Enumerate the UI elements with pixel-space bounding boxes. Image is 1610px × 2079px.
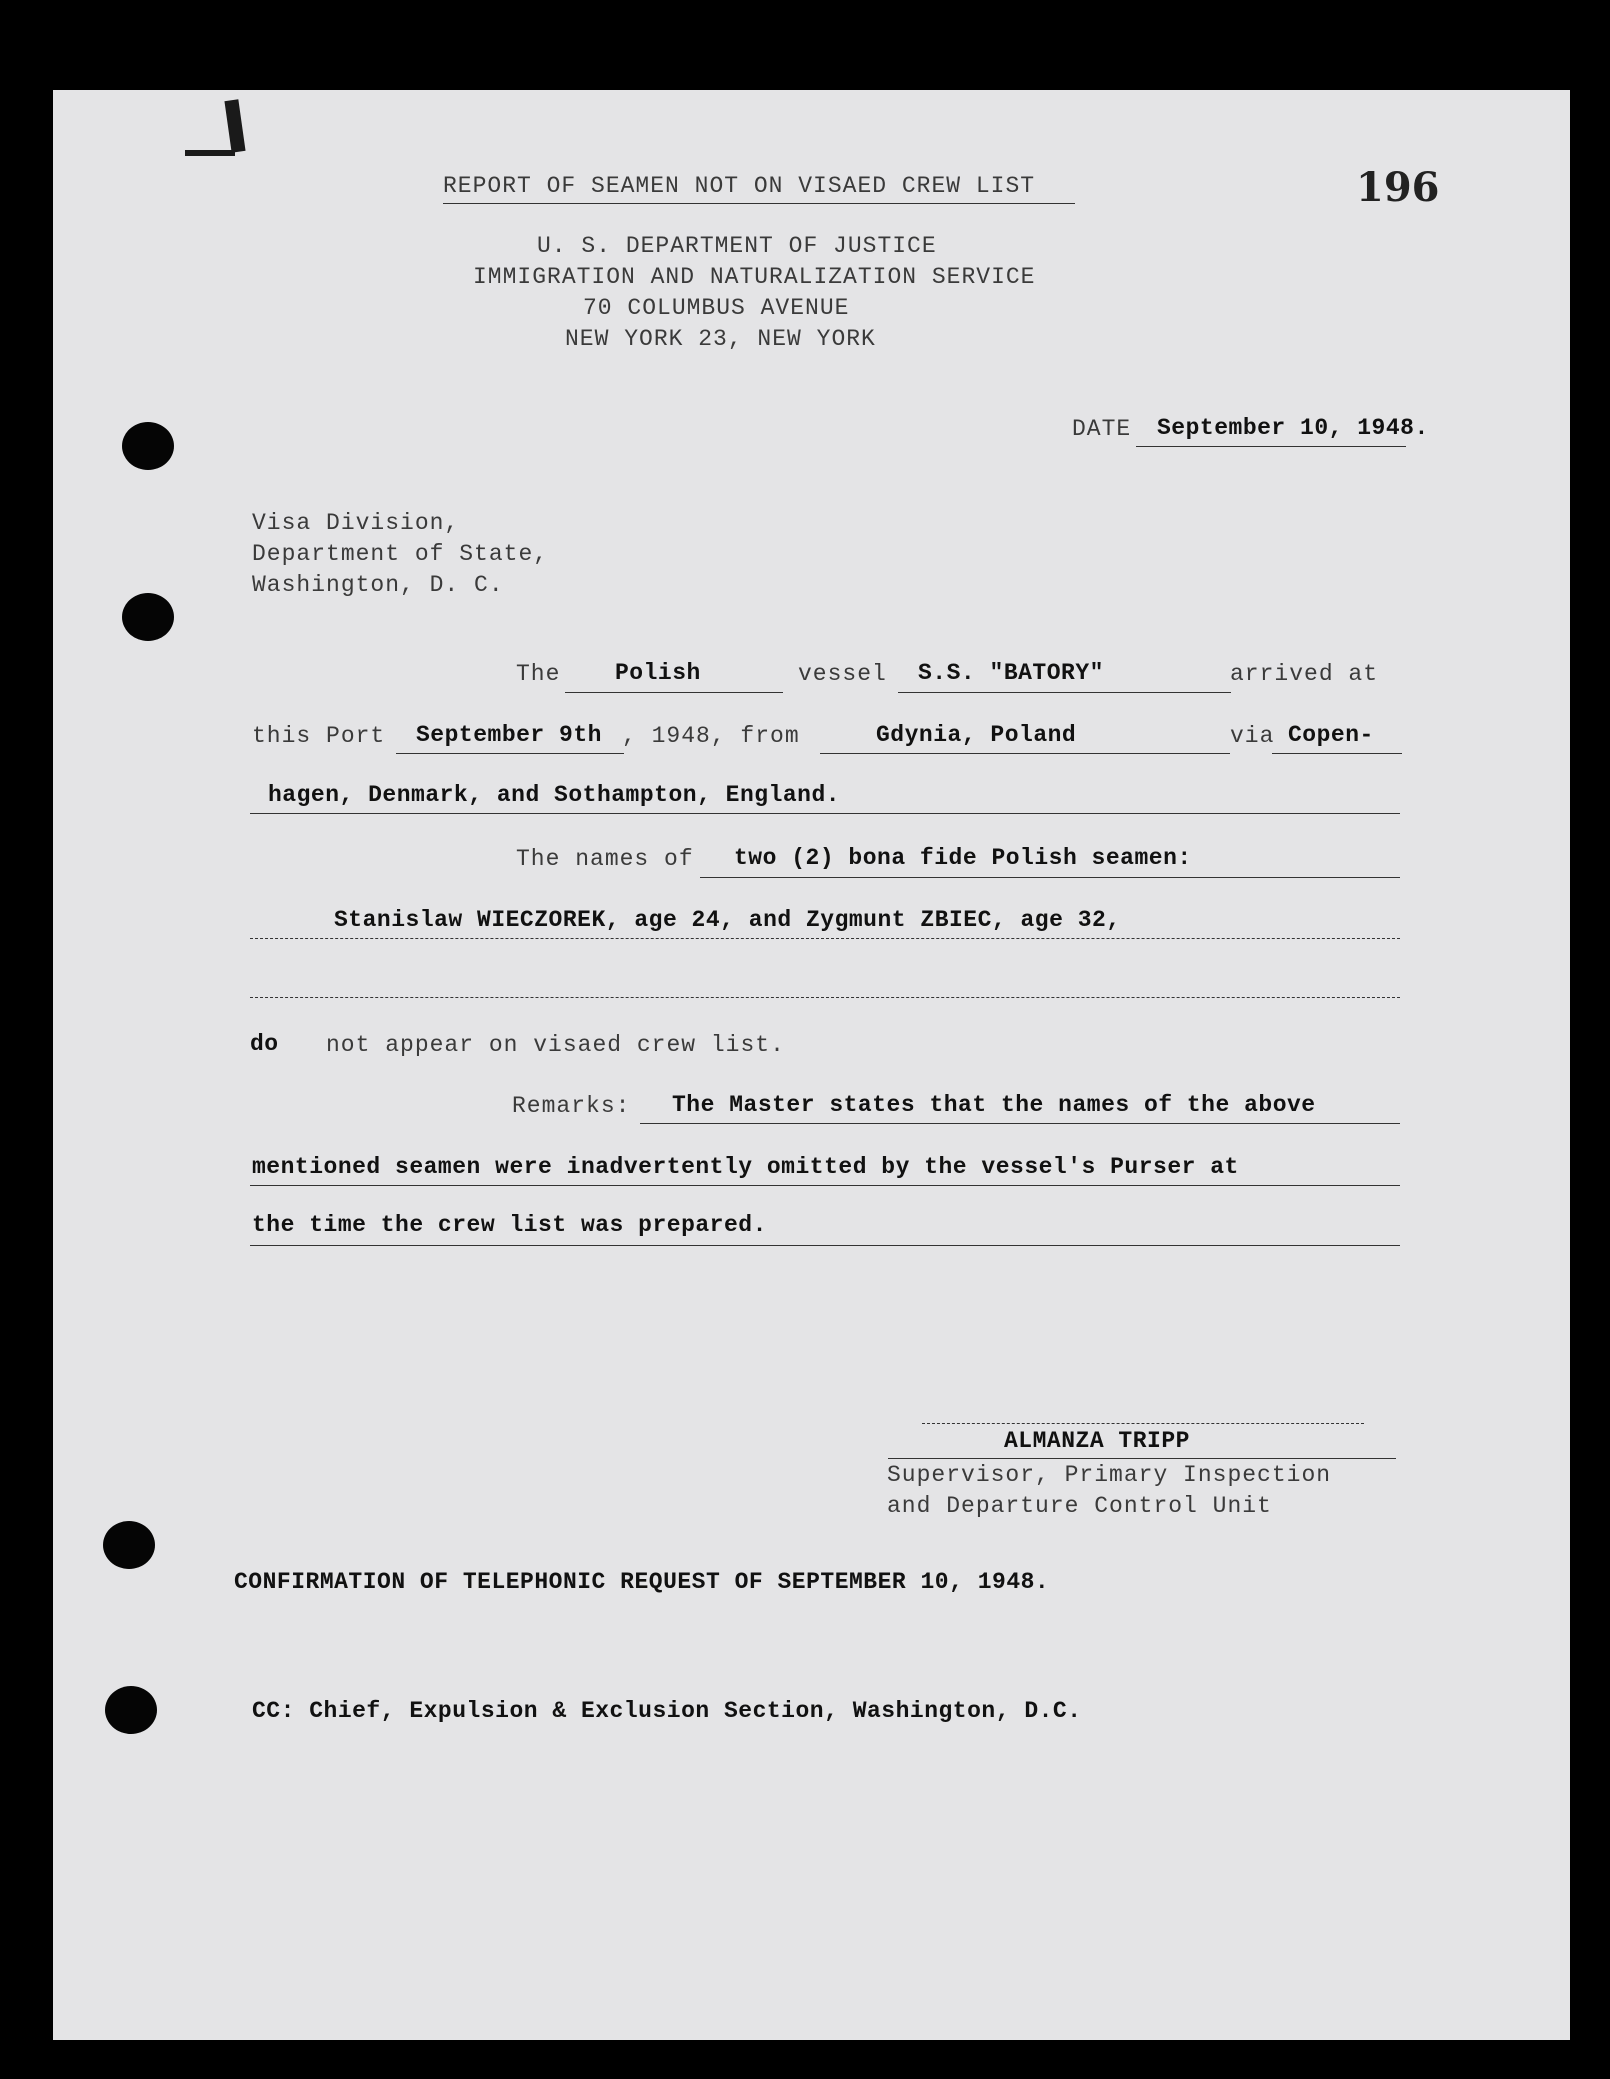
remarks-line-1: The Master states that the names of the above — [672, 1092, 1316, 1118]
do-label: do — [250, 1031, 279, 1057]
agency-line-3: 70 COLUMBUS AVENUE — [583, 295, 850, 321]
signature-line — [922, 1423, 1364, 1424]
remarks-underline-2 — [250, 1185, 1400, 1186]
nationality-value: Polish — [615, 660, 701, 686]
signatory-title-1: Supervisor, Primary Inspection — [887, 1462, 1332, 1488]
via-underline-1 — [1272, 753, 1402, 754]
names-label: The names of — [516, 846, 694, 872]
blank-line — [250, 997, 1400, 998]
page-number: 196 — [1356, 164, 1440, 211]
via-label: via — [1230, 723, 1275, 749]
agency-line-4: NEW YORK 23, NEW YORK — [565, 326, 876, 352]
via-value-2: hagen, Denmark, and Sothampton, England. — [268, 782, 841, 808]
punch-hole — [105, 1686, 157, 1734]
remarks-underline-1 — [640, 1123, 1400, 1124]
remarks-line-3: the time the crew list was prepared. — [252, 1212, 767, 1238]
date-label: DATE — [1072, 416, 1132, 442]
vessel-name: S.S. "BATORY" — [918, 660, 1104, 686]
punch-hole — [103, 1521, 155, 1569]
the-label: The — [516, 661, 561, 687]
staple-mark-tail — [185, 150, 235, 156]
not-appear-text: not appear on visaed crew list. — [326, 1032, 785, 1058]
seamen-names: Stanislaw WIECZOREK, age 24, and Zygmunt ZBIEC, age 32, — [334, 907, 1121, 933]
addressee-line-2: Department of State, — [252, 541, 549, 567]
agency-line-1: U. S. DEPARTMENT OF JUSTICE — [537, 233, 937, 259]
addressee-line-1: Visa Division, — [252, 510, 460, 536]
cc-note: CC: Chief, Expulsion & Exclusion Section, Washington, D.C. — [252, 1698, 1082, 1724]
arrived-label: arrived at — [1230, 661, 1379, 687]
signatory-underline — [888, 1458, 1396, 1459]
document-page — [53, 90, 1570, 2040]
remarks-underline-3 — [250, 1245, 1400, 1246]
arrival-date-underline — [396, 753, 624, 754]
arrival-date: September 9th — [416, 722, 602, 748]
remarks-label: Remarks: — [512, 1093, 631, 1119]
vessel-label: vessel — [798, 661, 887, 687]
report-title: REPORT OF SEAMEN NOT ON VISAED CREW LIST — [443, 173, 1036, 199]
nationality-underline — [565, 692, 783, 693]
punch-hole — [122, 422, 174, 470]
title-underline — [443, 203, 1075, 204]
origin-value: Gdynia, Poland — [876, 722, 1077, 748]
names-underline — [700, 877, 1400, 878]
agency-line-2: IMMIGRATION AND NATURALIZATION SERVICE — [473, 264, 1036, 290]
seamen-underline — [250, 938, 1400, 939]
confirmation-note: CONFIRMATION OF TELEPHONIC REQUEST OF SEPTEMBER 10, 1948. — [234, 1569, 1050, 1595]
date-underline — [1136, 446, 1406, 447]
year-from-label: , 1948, from — [622, 723, 800, 749]
addressee-line-3: Washington, D. C. — [252, 572, 504, 598]
remarks-line-2: mentioned seamen were inadvertently omitted by the vessel's Purser at — [252, 1154, 1239, 1180]
signatory-name: ALMANZA TRIPP — [1004, 1428, 1190, 1454]
port-label: this Port — [252, 723, 386, 749]
date-value: September 10, 1948. — [1157, 415, 1429, 441]
via-value-1: Copen- — [1288, 722, 1374, 748]
punch-hole — [122, 593, 174, 641]
via-underline-2 — [250, 813, 1400, 814]
vessel-underline — [898, 692, 1231, 693]
signatory-title-2: and Departure Control Unit — [887, 1493, 1272, 1519]
names-value: two (2) bona fide Polish seamen: — [734, 845, 1192, 871]
origin-underline — [820, 753, 1230, 754]
